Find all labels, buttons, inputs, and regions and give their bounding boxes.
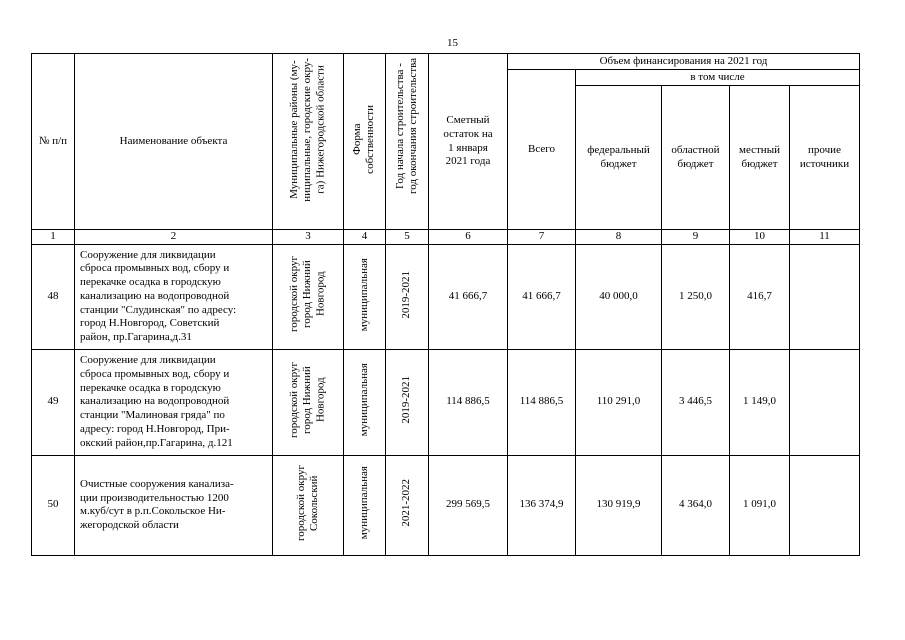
column-index: 3 bbox=[273, 230, 344, 245]
header-years-text: Год начала строительства - год окончания строительства bbox=[393, 58, 419, 194]
page-number: 15 bbox=[447, 37, 458, 49]
header-regional: областной бюджет bbox=[662, 86, 730, 230]
row-remaining: 41 666,7 bbox=[429, 244, 508, 349]
header-ownership bbox=[344, 54, 386, 230]
row-other bbox=[790, 244, 860, 349]
row-district: городской округ город Нижний Новгород bbox=[273, 244, 344, 349]
row-name: Очистные сооружения канализа- ции производительностью 1200 м.куб/сут в р.п.Сокольское Ни- жегородской области bbox=[75, 455, 273, 555]
row-ownership: муниципальная bbox=[344, 455, 386, 555]
header-including: в том числе bbox=[576, 70, 860, 86]
row-years: 2019-2021 bbox=[386, 349, 429, 455]
header-ownership-text: Форма собственности bbox=[351, 104, 377, 174]
row-other bbox=[790, 455, 860, 555]
row-total: 136 374,9 bbox=[508, 455, 576, 555]
column-index: 5 bbox=[386, 230, 429, 245]
table-row bbox=[32, 349, 860, 455]
row-ownership: муниципальная bbox=[344, 349, 386, 455]
row-remaining: 299 569,5 bbox=[429, 455, 508, 555]
row-other bbox=[790, 349, 860, 455]
table-row bbox=[32, 244, 860, 349]
column-index: 11 bbox=[790, 230, 860, 245]
row-regional: 1 250,0 bbox=[662, 244, 730, 349]
row-years: 2021-2022 bbox=[386, 455, 429, 555]
row-name: Сооружение для ликвидации сброса промывных вод, сбору и перекачке осадка в городскую канализацию на водопроводной станции "Малиновая гряда" по адресу: город Н.Новгород, При- окский район,пр.Гагарина, д.121 bbox=[75, 349, 273, 455]
header-total: Всего bbox=[508, 70, 576, 230]
row-local: 1 149,0 bbox=[730, 349, 790, 455]
row-local: 1 091,0 bbox=[730, 455, 790, 555]
row-local: 416,7 bbox=[730, 244, 790, 349]
column-index: 10 bbox=[730, 230, 790, 245]
column-index: 2 bbox=[75, 230, 273, 245]
column-index: 9 bbox=[662, 230, 730, 245]
row-num: 50 bbox=[32, 455, 75, 555]
row-total: 114 886,5 bbox=[508, 349, 576, 455]
row-federal: 40 000,0 bbox=[576, 244, 662, 349]
header-num: № п/п bbox=[32, 54, 75, 230]
header-financing: Объем финансирования на 2021 год bbox=[508, 54, 860, 70]
row-years: 2019-2021 bbox=[386, 244, 429, 349]
column-index-row bbox=[32, 230, 860, 245]
row-federal: 110 291,0 bbox=[576, 349, 662, 455]
row-district: городской округ Сокольский bbox=[273, 455, 344, 555]
row-name: Сооружение для ликвидации сброса промывных вод, сбору и перекачке осадка в городскую канализацию на водопроводной станции "Слудинская" по адресу: город Н.Новгород, Советский район, пр.Гагарина,д.31 bbox=[75, 244, 273, 349]
header-federal: федеральный бюджет bbox=[576, 86, 662, 230]
row-num: 48 bbox=[32, 244, 75, 349]
header-years bbox=[386, 54, 429, 230]
header-remaining: Сметный остаток на 1 января 2021 года bbox=[429, 54, 508, 230]
row-federal: 130 919,9 bbox=[576, 455, 662, 555]
column-index: 1 bbox=[32, 230, 75, 245]
row-district: городской округ город Нижний Новгород bbox=[273, 349, 344, 455]
header-local: местный бюджет bbox=[730, 86, 790, 230]
header-other: прочие источники bbox=[790, 86, 860, 230]
header-district-text: Муниципальные районы (му- ниципальные, городские окру- га) Нижегородской области bbox=[288, 58, 327, 202]
column-index: 6 bbox=[429, 230, 508, 245]
column-index: 8 bbox=[576, 230, 662, 245]
header-name: Наименование объекта bbox=[75, 54, 273, 230]
table-row bbox=[32, 455, 860, 555]
column-index: 4 bbox=[344, 230, 386, 245]
row-remaining: 114 886,5 bbox=[429, 349, 508, 455]
header-district bbox=[273, 54, 344, 230]
row-ownership: муниципальная bbox=[344, 244, 386, 349]
row-regional: 3 446,5 bbox=[662, 349, 730, 455]
financing-table bbox=[31, 53, 860, 556]
row-regional: 4 364,0 bbox=[662, 455, 730, 555]
row-total: 41 666,7 bbox=[508, 244, 576, 349]
column-index: 7 bbox=[508, 230, 576, 245]
row-num: 49 bbox=[32, 349, 75, 455]
